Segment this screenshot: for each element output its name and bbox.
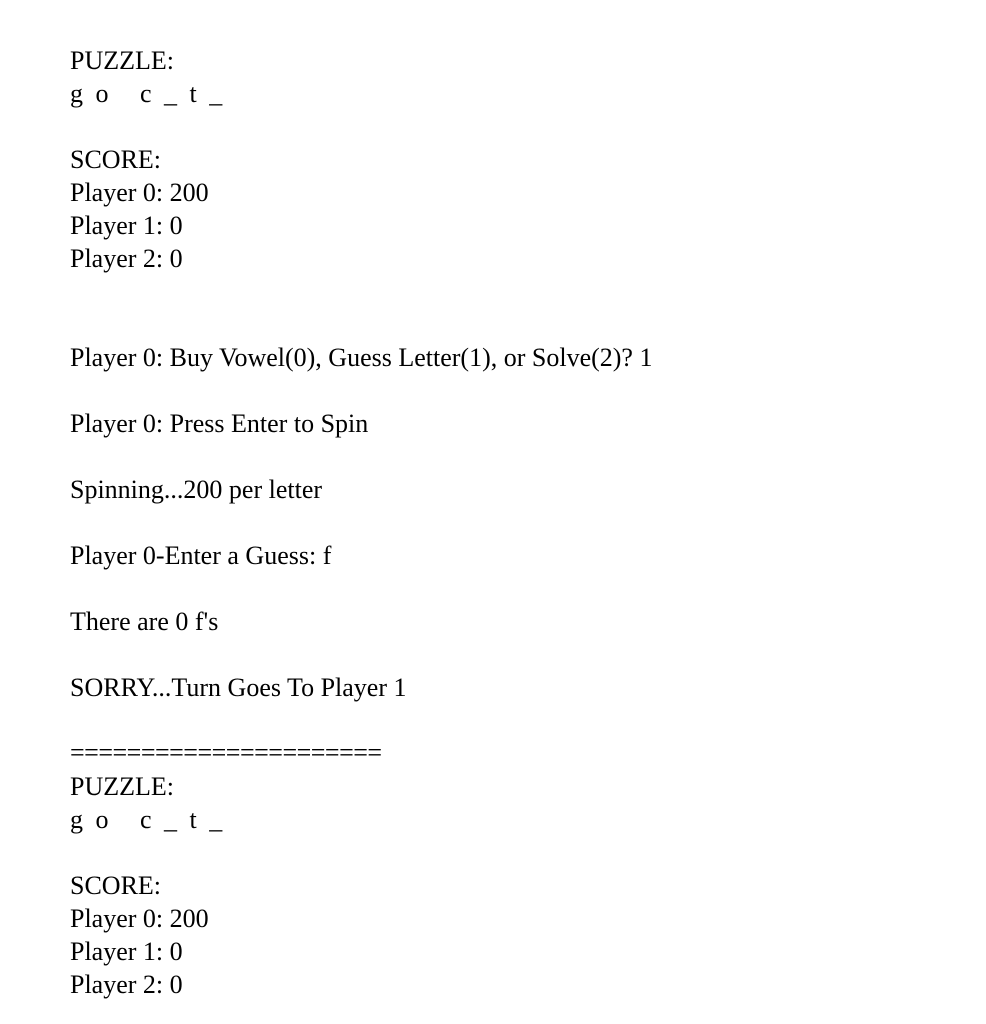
score-player-1: Player 1: 0 [70,211,183,240]
log-line-spin-result: Spinning...200 per letter [70,475,323,504]
log-line-spin-prompt: Player 0: Press Enter to Spin [70,409,369,438]
score-player-2: Player 2: 0 [70,970,183,999]
log-line-turn-change: SORRY...Turn Goes To Player 1 [70,673,407,702]
log-line-guess: Player 0-Enter a Guess: f [70,541,332,570]
score-label: SCORE: [70,145,162,174]
puzzle-value: g o c _ t _ [70,79,226,108]
log-line-action-prompt: Player 0: Buy Vowel(0), Guess Letter(1), or Solve(2)? 1 [70,343,653,372]
puzzle-label: PUZZLE: [70,46,174,75]
score-player-0: Player 0: 200 [70,904,209,933]
score-player-0: Player 0: 200 [70,178,209,207]
score-label: SCORE: [70,871,162,900]
puzzle-label: PUZZLE: [70,772,174,801]
score-player-2: Player 2: 0 [70,244,183,273]
log-line-guess-result: There are 0 f's [70,607,219,636]
separator-line: ====================== [70,738,382,767]
score-player-1: Player 1: 0 [70,937,183,966]
puzzle-value: g o c _ t _ [70,805,226,834]
